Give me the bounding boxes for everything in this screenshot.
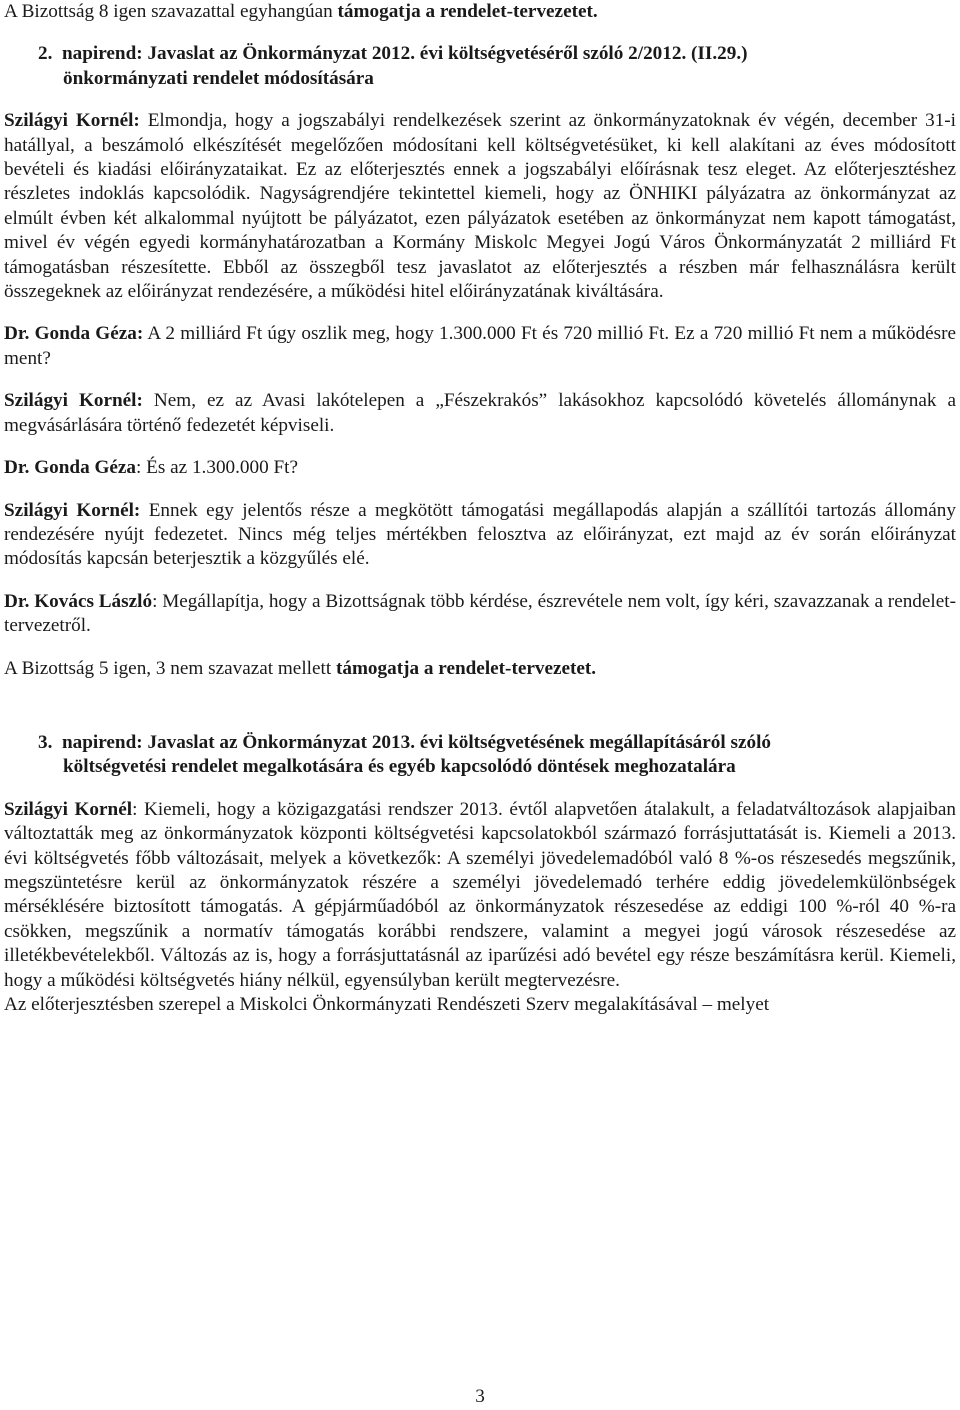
agenda-number: 2. [38, 43, 53, 65]
speech-paragraph [4, 798, 956, 993]
agenda-title-line1: napirend: Javaslat az Önkormányzat 2013. évi költségvetésének megállapításáról szóló [61, 731, 771, 753]
vote-result-2: A Bizottság 5 igen, 3 nem szavazat mellett támogatja a rendelet-tervezetet. [4, 657, 597, 679]
speech-text: Ennek egy jelentős része a megkötött támogatási megállapodás alapján a szállítói tartozás állomány rendezésére nyújt fedezetet. Nincs még teljes mértékben felosztva az előirányzat, ezt majd az év során előirányzat módosítás kapcsán beterjesztik a közgyűlés elé. [4, 499, 956, 570]
speech-paragraph [4, 590, 956, 639]
agenda-title-line2: önkormányzati rendelet módosítására [63, 67, 374, 89]
speech-paragraph [4, 456, 956, 480]
speech-text: : És az 1.300.000 Ft? [136, 457, 299, 479]
speaker-name: Dr. Gonda Géza: [4, 323, 144, 345]
vote-result-1: A Bizottság 8 igen szavazattal egyhangúan támogatja a rendelet-tervezetet. [4, 1, 598, 22]
speaker-name: Dr. Gonda Géza [4, 457, 137, 479]
agenda-item-2-heading [4, 42, 956, 91]
agenda-title-line1: napirend: Javaslat az Önkormányzat 2012. évi költségvetéséről szóló 2/2012. (II.29.) [61, 43, 748, 65]
speaker-name: Szilágyi Kornél: [4, 390, 143, 412]
page-number: 3 [475, 1386, 485, 1407]
speech-text: A 2 milliárd Ft úgy oszlik meg, hogy 1.300.000 Ft és 720 millió Ft. Ez a 720 millió Ft nem a működésre ment? [4, 323, 956, 369]
agenda-item-3-heading [4, 731, 956, 780]
document-page [4, 0, 956, 1017]
speech-paragraph [4, 109, 956, 304]
continuation-paragraph: Az előterjesztésben szerepel a Miskolci Önkormányzati Rendészeti Szerv megalakításával – melyet [4, 994, 770, 1015]
speech-text: Nem, ez az Avasi lakótelepen a „Fészekrakós” lakásokhoz kapcsolódó követelés állománynak a megvásárlására történő fedezetét képviseli. [4, 390, 957, 436]
agenda-title-line2: költségvetési rendelet megalkotására és egyéb kapcsolódó döntések meghozatalára [63, 756, 736, 778]
speech-paragraph [4, 389, 956, 438]
agenda-number: 3. [38, 731, 53, 753]
speech-paragraph [4, 499, 956, 572]
speech-text: Elmondja, hogy a jogszabályi rendelkezések szerint az önkormányzatoknak év végén, december 31-i hatállyal, a beszámoló elkészítését megelőzően módosítani kell költségvetésüket, ki kell alakítani az éves módosított bevételi és kiadási előirányzataikat. Ez az előterjesztés ennek a jogszabályi előírásnak tesz eleget. Az előterjesztéshez részletes indoklás kapcsolódik. Nagyságrendjére tekintettel kiemeli, hogy az ÖNHIKI pályázatra az önkormányzat az elmúlt évben két alkalommal nyújtott be pályázatot, ezen pályázatok esetében az önkormányzat nem kapott támogatást, mivel év végén egyedi kormányhatározatban a Kormány Miskolc Megyei Jogú Város Önkormányzatát 2 milliárd Ft támogatásban részesítette. Ebből az összegből tesz javaslatot az előterjesztés a részben már felhasználásra került összegeknek az előirányzat rendezésére, a működési hitel előirányzatának kiváltására. [4, 110, 957, 303]
speaker-name: Dr. Kovács László [4, 590, 153, 612]
vote-decision: támogatja a rendelet-tervezetet. [335, 657, 597, 679]
speaker-name: Szilágyi Kornél: [4, 499, 141, 521]
speech-paragraph [4, 322, 956, 371]
vote-decision: támogatja a rendelet-tervezetet. [337, 1, 598, 22]
speaker-name: Szilágyi Kornél: [4, 110, 140, 132]
speaker-name: Szilágyi Kornél [4, 798, 133, 820]
speech-text: : Megállapítja, hogy a Bizottságnak több kérdése, észrevétele nem volt, így kéri, szavazzanak a rendelet-tervezetről. [4, 590, 956, 637]
speech-text: : Kiemeli, hogy a közigazgatási rendszer 2013. évtől alapvetően átalakult, a feladatváltozások alapjaiban változtatták meg az önkormányzatok központi költségvetési kapcsolatokból származó forrásjuttatását is. Kiemeli a 2013. évi költségvetés főbb változásait, melyek a következők: A személyi jövedelemadóból való 8 %-os részesedés megszűnik, megszüntetésre kerül az önkormányzatok részére a személyi jövedelemadó terhére eddig jövedelemkülönbségek mérséklésére biztosított támogatás. A gépjárműadóból az önkormányzatok részesedése az eddigi 100 %-ról 40 %-ra csökken, megszűnik a normatív támogatás korábbi rendszere, valamint a megyei jogú városok részesedése az illetékbevételekből. Változás az is, hogy a forrásjuttatásnál az iparűzési adó bevétel egy része beszámításra kerül. Kiemeli, hogy a működési költségvetés hiány nélkül, egyensúlyban került megtervezésre. [4, 798, 957, 991]
